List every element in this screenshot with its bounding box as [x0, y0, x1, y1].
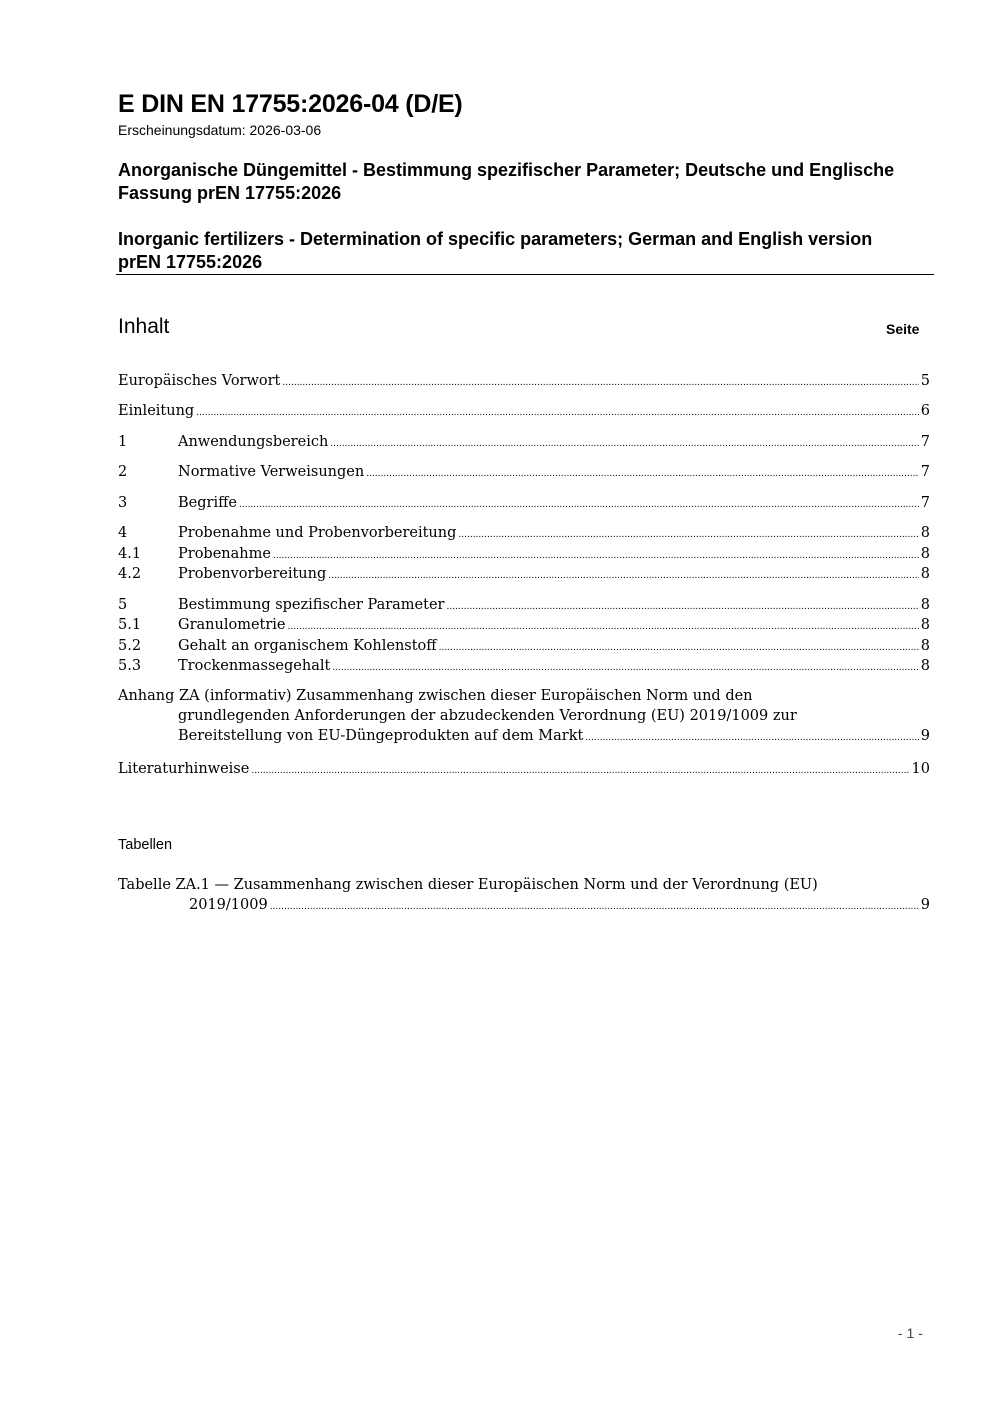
title-german: Anorganische Düngemittel - Bestimmung spezifischer Parameter; Deutsche und Englische Fassung prEN 17755:2026 [118, 160, 895, 203]
toc-entry-page: 7 [920, 495, 930, 511]
dot-leader [366, 464, 919, 484]
annex-line-2: grundlegenden Anforderungen der abzudeckenden Verordnung (EU) 2019/1009 zur [178, 708, 797, 724]
toc-entry-section-4-2[interactable] [118, 564, 930, 584]
dot-leader [270, 897, 919, 917]
toc-entry-number: 4.1 [118, 546, 142, 562]
toc-entry-text: Bestimmung spezifischer Parameter [178, 597, 445, 613]
dot-leader [239, 495, 919, 515]
toc-entry-text: Gehalt an organischem Kohlenstoff [178, 638, 437, 654]
toc-entry-page: 7 [920, 464, 930, 480]
dot-leader [585, 728, 918, 748]
toc-entry-section-5-1[interactable] [118, 615, 930, 635]
toc-entry-section-3[interactable] [118, 493, 930, 513]
toc-entry-page: 6 [920, 403, 930, 419]
toc-entry-annex-za[interactable] [118, 686, 930, 746]
dot-leader [439, 638, 919, 658]
dot-leader [332, 658, 918, 678]
toc-entry-text: Probenahme [178, 546, 271, 562]
toc-entry-page: 9 [920, 728, 930, 744]
dot-leader [282, 373, 918, 393]
toc-heading: Inhalt [118, 315, 170, 338]
title-english: Inorganic fertilizers - Determination of specific parameters; German and English version prEN 17755:2026 [118, 229, 873, 272]
toc-entry-table-za1[interactable] [118, 875, 930, 915]
title-divider [116, 274, 934, 275]
toc-entry-section-5-2[interactable] [118, 636, 930, 656]
toc-entry-page: 8 [920, 546, 930, 562]
toc-entry-text: Literaturhinweise [118, 761, 250, 777]
toc-entry-page: 7 [920, 434, 930, 450]
toc-entry-number: 2 [118, 464, 128, 480]
toc-entry-foreword[interactable] [118, 371, 930, 391]
toc-entry-text: Trockenmassegehalt [178, 658, 331, 674]
toc-entry-text: Probenahme und Probenvorbereitung [178, 525, 457, 541]
table-entry-line-2 [118, 895, 930, 915]
toc-entry-number: 1 [118, 434, 128, 450]
toc-entry-page: 8 [920, 566, 930, 582]
toc-entry-page: 8 [920, 658, 930, 674]
table-entry-line-1: Tabelle ZA.1 — Zusammenhang zwischen dieser Europäischen Norm und der Verordnung (EU) [118, 877, 818, 893]
dot-leader [330, 434, 918, 454]
toc-entry-page: 10 [911, 761, 930, 777]
tables-heading: Tabellen [118, 837, 173, 853]
toc-entry-section-5-3[interactable] [118, 656, 930, 676]
toc-entry-text: Probenvorbereitung [178, 566, 327, 582]
toc-entry-section-1[interactable] [118, 432, 930, 452]
toc-entry-text: Normative Verweisungen [178, 464, 365, 480]
toc-entry-page: 8 [920, 638, 930, 654]
toc-entry-text: Einleitung [118, 403, 195, 419]
toc-entry-text: Begriffe [178, 495, 237, 511]
toc-entry-text: Europäisches Vorwort [118, 373, 281, 389]
toc-entry-introduction[interactable] [118, 401, 930, 421]
dot-leader [446, 597, 918, 617]
toc-entry-page: 8 [920, 597, 930, 613]
toc-entry-page: 9 [920, 897, 930, 913]
toc-entry-section-2[interactable] [118, 462, 930, 482]
toc-entry-page: 5 [920, 373, 930, 389]
dot-leader [328, 566, 918, 586]
dot-leader [458, 525, 918, 545]
toc-entry-section-4[interactable] [118, 523, 930, 543]
toc-entry-number: 3 [118, 495, 128, 511]
toc-entry-number: 5 [118, 597, 128, 613]
toc-entry-number: 4 [118, 525, 128, 541]
dot-leader [196, 403, 919, 423]
toc-entry-text: Granulometrie [178, 617, 286, 633]
publication-date: Erscheinungsdatum: 2026-03-06 [118, 122, 322, 138]
toc-entry-number: 5.1 [118, 617, 142, 633]
dot-leader [288, 617, 919, 637]
document-number: E DIN EN 17755:2026-04 (D/E) [118, 90, 463, 118]
table-entry-line-2-text: 2019/1009 [189, 897, 268, 913]
toc-entry-page: 8 [920, 617, 930, 633]
toc-entry-number: 5.2 [118, 638, 142, 654]
toc-page-label: Seite [886, 321, 920, 337]
dot-leader [251, 761, 909, 781]
toc-entry-section-5[interactable] [118, 595, 930, 615]
toc-entry-bibliography[interactable] [118, 759, 930, 779]
toc-entry-section-4-1[interactable] [118, 544, 930, 564]
annex-line-1: Anhang ZA (informativ) Zusammenhang zwischen dieser Europäischen Norm und den [118, 688, 753, 704]
annex-line-3 [118, 726, 930, 746]
page-number: - 1 - [898, 1325, 923, 1341]
annex-line-3-text: Bereitstellung von EU-Düngeprodukten auf dem Markt [178, 728, 584, 744]
toc-entry-text: Anwendungsbereich [178, 434, 329, 450]
toc-entry-number: 5.3 [118, 658, 142, 674]
dot-leader [273, 546, 919, 566]
toc-entry-number: 4.2 [118, 566, 142, 582]
toc-entry-page: 8 [920, 525, 930, 541]
